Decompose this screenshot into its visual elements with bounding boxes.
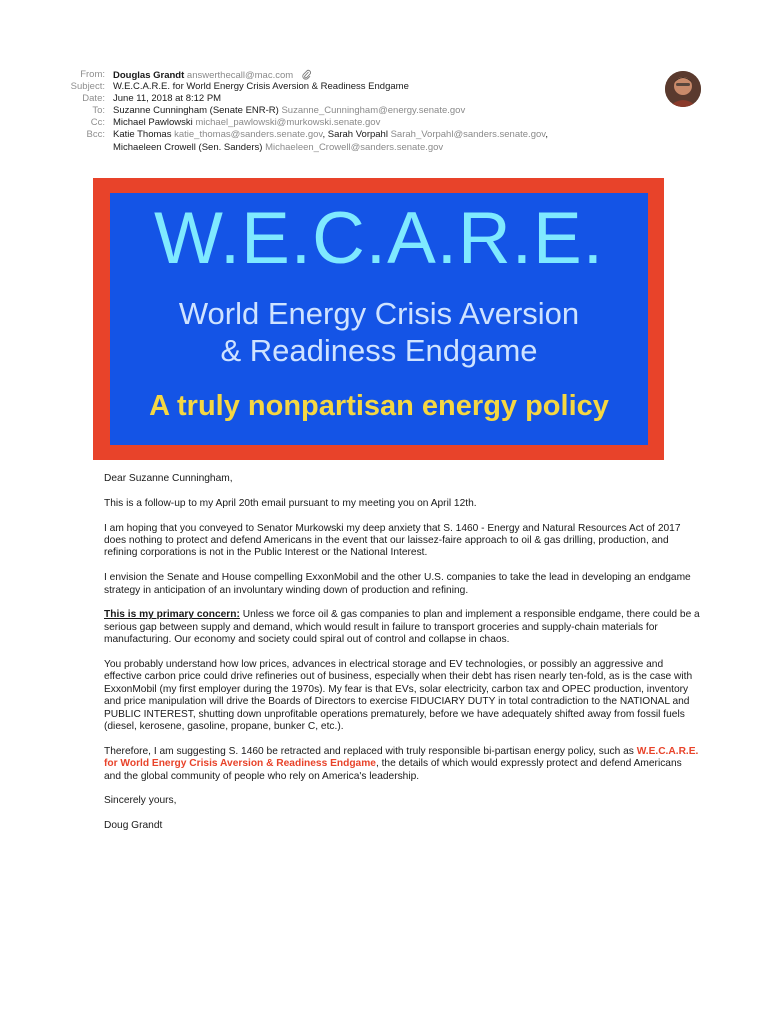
signature: Doug Grandt [104,820,163,832]
bcc-label: Bcc: [86,129,105,141]
wecare-highlight: W.E.C.A.R.E. for World Energy Crisis Aversion & Readiness Endgame [104,745,699,770]
subject-text: W.E.C.A.R.E. for World Energy Crisis Aversion & Readiness Endgame [113,81,409,93]
banner-subtitle-line-2: & Readiness Endgame [220,333,538,368]
letter-body [104,473,700,845]
paragraph-5: You probably understand how low prices, advances in electrical storage and EV technologies, or possibly an aggressive and effective carbon price could drive refineries out of business, especially when their debt has risen nearly ten-fold, as is the case with ExxonMobil (my first employer during the 1970s). My fear is that EVs, solar electricity, carbon tax and OPEC production, inventory and price manipulation will drive the Boards of Directors to exercise FIDUCIARY DUTY in total contradiction to the NATIONAL and PUBLIC INTEREST, shutting down unprofitable operations prematurely, before we have adequately shifted away from fossil fuels (diesel, kerosene, gasoline, propane, bunker C, etc.). [104,659,693,733]
bcc-row [0,129,768,141]
bcc-email-2[interactable]: Sarah_Vorpahl@sanders.senate.gov [390,129,546,141]
email-header [0,69,768,154]
subject-row [0,81,768,93]
paragraph-6-after: , the details of which would expressly protect and defend Americans and the global community of people who rely on America's leadership. [104,758,682,782]
closing: Sincerely yours, [104,795,177,807]
bcc-separator: , [322,129,326,141]
primary-concern-label: This is my primary concern: [104,609,240,621]
cc-label: Cc: [90,117,105,129]
banner-subtitle [110,295,648,369]
to-name[interactable]: Suzanne Cunningham (Senate ENR-R) [113,105,279,117]
cc-email[interactable]: michael_pawlowski@murkowski.senate.gov [195,117,381,129]
paragraph-4-text: Unless we force oil & gas companies to plan and implement a responsible endgame, there could be a serious gap between supply and demand, which would result in failure to transport groceries and supply-chain materials for manufacturing. Our economy and society could spiral out of control and collapse in chaos. [104,609,700,646]
bcc-name-1[interactable]: Katie Thomas [113,129,172,141]
paragraph-4 [104,609,700,646]
to-email[interactable]: Suzanne_Cunningham@energy.senate.gov [281,105,466,117]
bcc-row-continued [0,142,768,154]
banner-subtitle-line-1: World Energy Crisis Aversion [178,296,580,331]
paragraph-2: I am hoping that you conveyed to Senator Murkowski my deep anxiety that S. 1460 - Energy and Natural Resources Act of 2017 does nothing to protect and defend Americans in the event that our laissez-faire approach to oil & gas drilling, production, and refining corporations is not in the Public Interest or the National Interest. [104,522,681,559]
bcc-email-3[interactable]: Michaeleen_Crowell@sanders.senate.gov [265,141,444,153]
banner-title: W.E.C.A.R.E. [153,198,605,279]
date-label: Date: [82,93,105,105]
from-name[interactable]: Douglas Grandt [113,70,185,81]
paragraph-3: I envision the Senate and House compelling ExxonMobil and the other U.S. companies to take the lead in developing an endgame strategy in anticipation of an involuntary winding down of production and refining. [104,572,691,596]
to-row [0,105,768,117]
sender-avatar[interactable] [665,71,701,107]
bcc-separator: , [545,129,548,141]
paragraph-1: This is a follow-up to my April 20th email pursuant to my meeting you on April 12th. [104,497,477,509]
banner-tagline: A truly nonpartisan energy policy [149,390,609,422]
wecare-banner [110,193,648,445]
from-label: From: [80,69,105,80]
date-text: June 11, 2018 at 8:12 PM [113,93,222,105]
subject-label: Subject: [70,81,105,93]
bcc-name-3[interactable]: Michaeleen Crowell (Sen. Sanders) [113,141,263,153]
bcc-email-1[interactable]: katie_thomas@sanders.senate.gov [174,129,323,141]
date-row [0,93,768,105]
from-email[interactable]: answerthecall@mac.com [186,70,294,81]
bcc-name-2[interactable]: Sarah Vorpahl [327,129,388,141]
paragraph-6-before: Therefore, I am suggesting S. 1460 be retracted and replaced with truly responsible bi-partisan energy policy, such as [104,745,637,757]
cc-name[interactable]: Michael Pawlowski [113,117,193,129]
from-row [0,69,768,81]
paragraph-6 [104,746,700,783]
greeting: Dear Suzanne Cunningham, [104,473,233,484]
to-label: To: [92,105,105,117]
cc-row [0,117,768,129]
